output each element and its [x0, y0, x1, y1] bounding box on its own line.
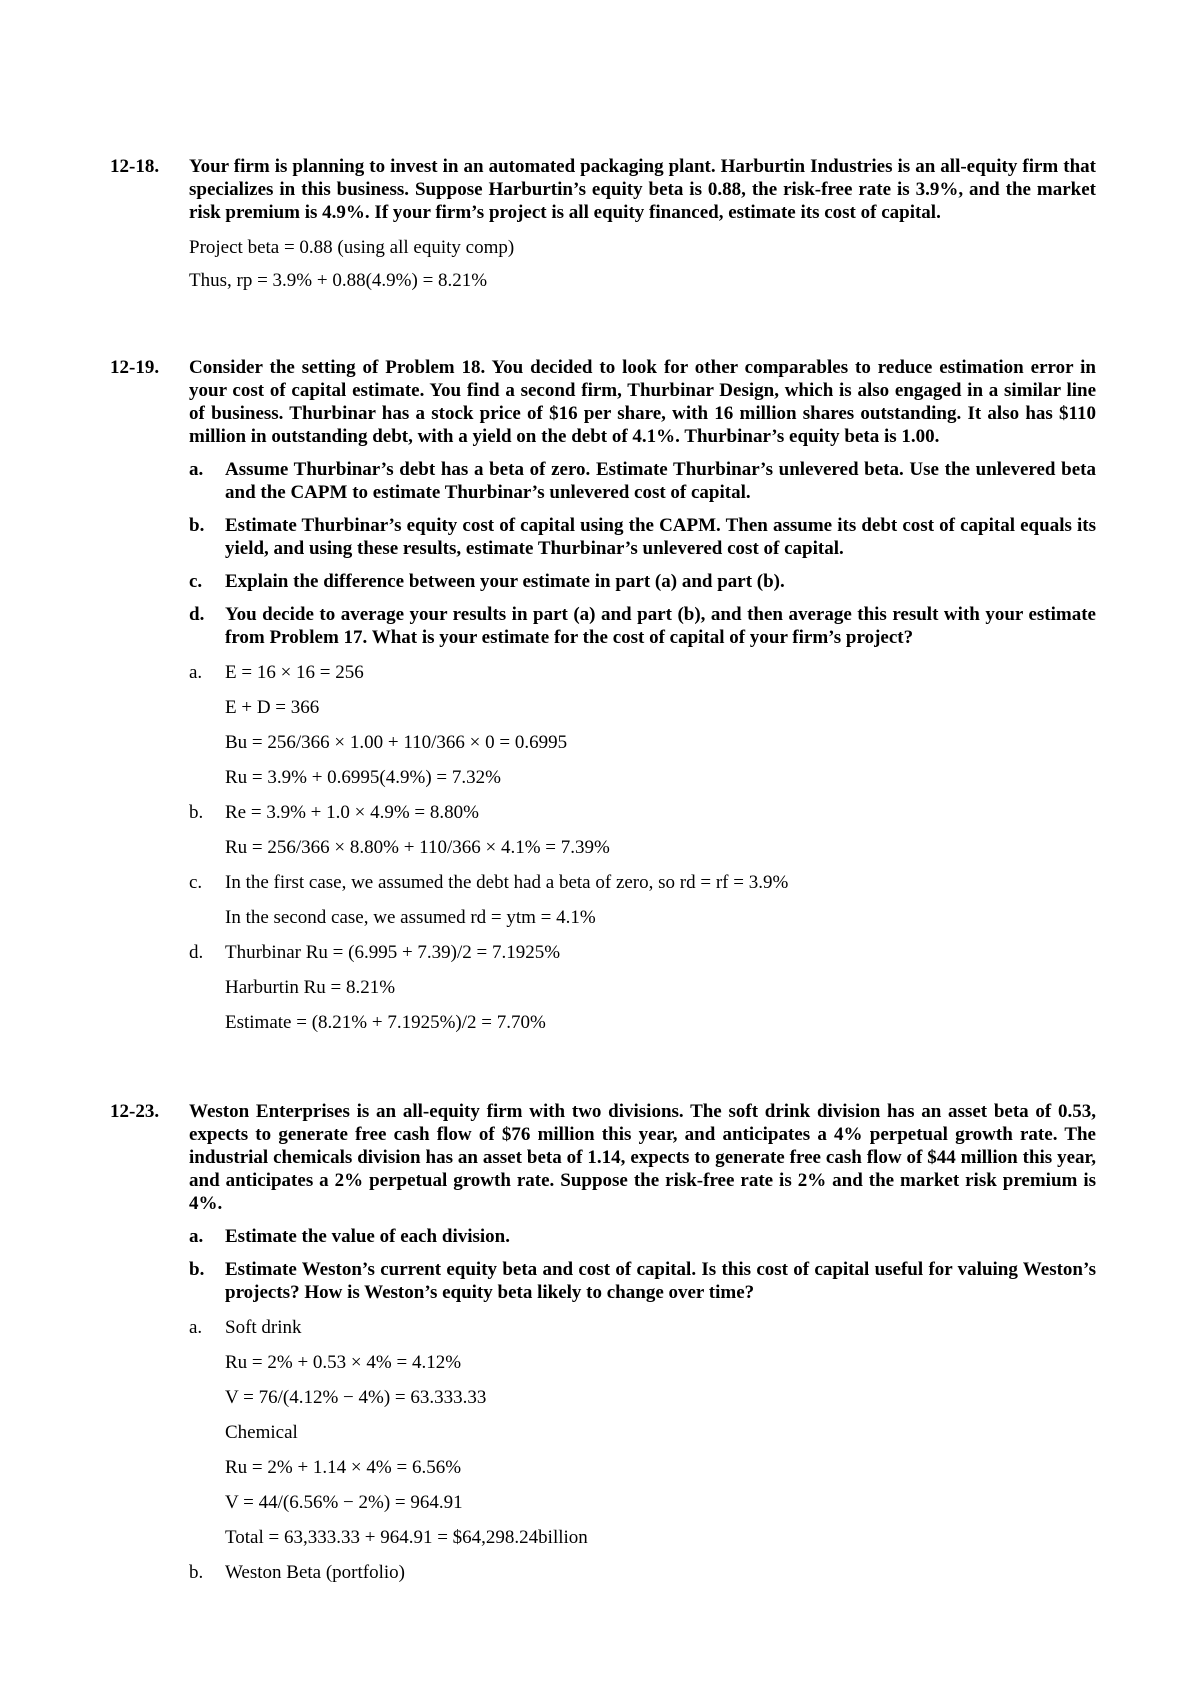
part-letter: a. [189, 1226, 204, 1247]
answer-line [189, 236, 1096, 259]
answer-line [189, 836, 1096, 859]
answer-text: Ru = 2% + 0.53 × 4% = 4.12% [225, 1352, 462, 1373]
answer-line [189, 766, 1096, 789]
answer-text: Thus, rp = 3.9% + 0.88(4.9%) = 8.21% [189, 270, 488, 291]
problem-number: 12-23. [110, 1101, 160, 1122]
answer-text: Thurbinar Ru = (6.995 + 7.39)/2 = 7.1925% [225, 942, 561, 963]
answer-line [189, 1456, 1096, 1479]
problem-question: Weston Enterprises is an all-equity firm with two divisions. The soft drink division has an asset beta of 0.53, expects to generate free cash flow of $76 million this year, and anticipates a 4% perpetual growth rate. The industrial chemicals division has an asset beta of 1.14, expects to generate free cash flow of $44 million this year, and anticipates a 2% perpetual growth rate. Suppose the risk-free rate is 2% and the market risk premium is 4%. [189, 1101, 1096, 1214]
part-letter: d. [189, 604, 205, 625]
answer-letter: a. [189, 1317, 203, 1338]
question-part-c [110, 570, 1096, 593]
answer-text: Total = 63,333.33 + 964.91 = $64,298.24billion [225, 1527, 588, 1548]
answer-letter: d. [189, 942, 204, 963]
answer-line [189, 1316, 1096, 1339]
answer-text: Bu = 256/366 × 1.00 + 110/366 × 0 = 0.6995 [225, 732, 568, 753]
answer-line [189, 1421, 1096, 1444]
answer-text: In the first case, we assumed the debt had a beta of zero, so rd = rf = 3.9% [225, 872, 789, 893]
answer-text: Harburtin Ru = 8.21% [225, 977, 396, 998]
answer-letter: b. [189, 802, 204, 823]
answer-text: V = 76/(4.12% − 4%) = 63.333.33 [225, 1387, 487, 1408]
answer-line [189, 1561, 1096, 1584]
part-text: Estimate Weston’s current equity beta and cost of capital. Is this cost of capital useful for valuing Weston’s projects? How is Weston’s equity beta likely to change over time? [225, 1259, 1096, 1303]
part-text: Assume Thurbinar’s debt has a beta of zero. Estimate Thurbinar’s unlevered beta. Use the unlevered beta and the CAPM to estimate Thurbinar’s unlevered cost of capital. [225, 459, 1096, 503]
part-text: You decide to average your results in part (a) and part (b), and then average this result with your estimate from Problem 17. What is your estimate for the cost of capital of your firm’s project? [225, 604, 1096, 648]
answer-line [189, 906, 1096, 929]
question-part-b [110, 514, 1096, 560]
problem-12-23 [110, 1100, 1096, 1584]
part-text: Explain the difference between your estimate in part (a) and part (b). [225, 571, 785, 592]
problem-12-19 [110, 356, 1096, 1034]
answer-text: Estimate = (8.21% + 7.1925%)/2 = 7.70% [225, 1012, 546, 1033]
answer-line [189, 269, 1096, 292]
problem-12-18 [110, 155, 1096, 292]
answer-letter: b. [189, 1562, 204, 1583]
answer-line [189, 1526, 1096, 1549]
answer-text: Project beta = 0.88 (using all equity comp) [189, 237, 515, 258]
answer-line [189, 661, 1096, 684]
answer-line [189, 976, 1096, 999]
problem-question: Consider the setting of Problem 18. You decided to look for other comparables to reduce estimation error in your cost of capital estimate. You find a second firm, Thurbinar Design, which is also engaged in a similar line of business. Thurbinar has a stock price of $16 per share, with 16 million shares outstanding. It also has $110 million in outstanding debt, with a yield on the debt of 4.1%. Thurbinar’s equity beta is 1.00. [189, 357, 1096, 447]
question-part-a [110, 458, 1096, 504]
answer-line [189, 1351, 1096, 1374]
question-part-a [110, 1225, 1096, 1248]
problem-number: 12-19. [110, 357, 160, 378]
answer-text: Weston Beta (portfolio) [225, 1562, 405, 1583]
answer-line [189, 871, 1096, 894]
answer-letter: c. [189, 872, 203, 893]
answer-text: In the second case, we assumed rd = ytm = 4.1% [225, 907, 596, 928]
answer-letter: a. [189, 662, 203, 683]
answer-line [189, 1386, 1096, 1409]
problem-number: 12-18. [110, 156, 160, 177]
part-text: Estimate Thurbinar’s equity cost of capital using the CAPM. Then assume its debt cost of capital equals its yield, and using these results, estimate Thurbinar’s unlevered cost of capital. [225, 515, 1096, 559]
answer-line [189, 731, 1096, 754]
answer-line [189, 696, 1096, 719]
answer-text: Re = 3.9% + 1.0 × 4.9% = 8.80% [225, 802, 479, 823]
part-letter: b. [189, 1259, 205, 1280]
part-letter: b. [189, 515, 205, 536]
answer-line [189, 941, 1096, 964]
answer-text: V = 44/(6.56% − 2%) = 964.91 [225, 1492, 463, 1513]
answer-text: E = 16 × 16 = 256 [225, 662, 364, 683]
question-part-b [110, 1258, 1096, 1304]
answer-text: Ru = 3.9% + 0.6995(4.9%) = 7.32% [225, 767, 501, 788]
part-text: Estimate the value of each division. [225, 1226, 510, 1247]
answer-text: Ru = 2% + 1.14 × 4% = 6.56% [225, 1457, 462, 1478]
answer-line [189, 1491, 1096, 1514]
answer-text: Chemical [225, 1422, 298, 1443]
answer-text: E + D = 366 [225, 697, 320, 718]
answer-text: Ru = 256/366 × 8.80% + 110/366 × 4.1% = 7.39% [225, 837, 610, 858]
answer-line [189, 1011, 1096, 1034]
problem-question: Your firm is planning to invest in an automated packaging plant. Harburtin Industries is an all-equity firm that specializes in this business. Suppose Harburtin’s equity beta is 0.88, the risk-free rate is 3.9%, and the market risk premium is 4.9%. If your firm’s project is all equity financed, estimate its cost of capital. [189, 156, 1096, 223]
answer-text: Soft drink [225, 1317, 302, 1338]
part-letter: c. [189, 571, 203, 592]
answer-line [189, 801, 1096, 824]
part-letter: a. [189, 459, 204, 480]
question-part-d [110, 603, 1096, 649]
